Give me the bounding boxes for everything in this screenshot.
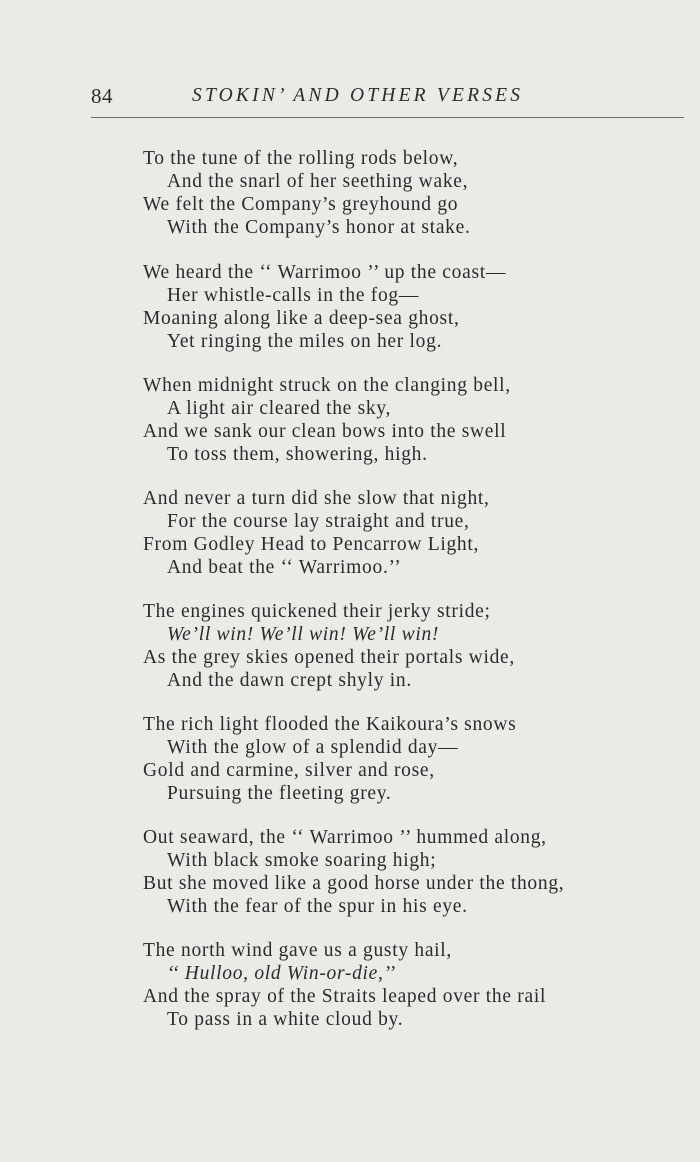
stanza-7 bbox=[143, 826, 683, 918]
stanza-2 bbox=[143, 261, 683, 353]
verse-line: We’ll win! We’ll win! We’ll win! bbox=[167, 624, 440, 645]
stanza-6 bbox=[143, 713, 683, 805]
verse-line: The rich light flooded the Kaikoura’s snows bbox=[143, 714, 517, 735]
verse-line: And beat the ‘‘ Warrimoo.’’ bbox=[167, 557, 402, 578]
verse-line: With the fear of the spur in his eye. bbox=[167, 896, 468, 917]
verse-line: From Godley Head to Pencarrow Light, bbox=[143, 534, 480, 555]
verse-line: We felt the Company’s greyhound go bbox=[143, 194, 459, 215]
page-number: 84 bbox=[91, 84, 113, 108]
verse-line: Pursuing the fleeting grey. bbox=[167, 783, 392, 804]
verse-line: And the snarl of her seething wake, bbox=[167, 171, 469, 192]
verse-line: Gold and carmine, silver and rose, bbox=[143, 760, 435, 781]
verse-line: With the Company’s honor at stake. bbox=[167, 217, 471, 238]
running-head: STOKIN’ AND OTHER VERSES bbox=[192, 85, 524, 106]
verse-line: ‘‘ Hulloo, old Win-or-die,’’ bbox=[167, 963, 396, 984]
verse-line: With the glow of a splendid day— bbox=[167, 737, 459, 758]
verse-line: We heard the ‘‘ Warrimoo ’’ up the coast— bbox=[143, 262, 507, 283]
verse-line: When midnight struck on the clanging bell, bbox=[143, 375, 511, 396]
verse-line: A light air cleared the sky, bbox=[167, 398, 392, 419]
verse-line: Her whistle-calls in the fog— bbox=[167, 285, 420, 306]
verse-line: Out seaward, the ‘‘ Warrimoo ’’ hummed along, bbox=[143, 827, 547, 848]
verse-line: As the grey skies opened their portals wide, bbox=[143, 647, 515, 668]
verse-line: To toss them, showering, high. bbox=[167, 444, 428, 465]
verse-line: The north wind gave us a gusty hail, bbox=[143, 940, 452, 961]
verse-line: The engines quickened their jerky stride; bbox=[143, 601, 491, 622]
header-rule bbox=[91, 117, 684, 118]
stanza-8 bbox=[143, 939, 683, 1031]
stanza-1 bbox=[143, 147, 683, 239]
verse-line: And never a turn did she slow that night, bbox=[143, 488, 490, 509]
verse-line: To the tune of the rolling rods below, bbox=[143, 148, 459, 169]
verse-line: And the dawn crept shyly in. bbox=[167, 670, 412, 691]
verse-line: And we sank our clean bows into the swell bbox=[143, 421, 507, 442]
stanza-5 bbox=[143, 600, 683, 692]
stanza-4 bbox=[143, 487, 683, 579]
verse-line: With black smoke soaring high; bbox=[167, 850, 437, 871]
verse-line: To pass in a white cloud by. bbox=[167, 1009, 404, 1030]
stanza-3 bbox=[143, 374, 683, 466]
verse-line: Moaning along like a deep-sea ghost, bbox=[143, 308, 460, 329]
verse-line: For the course lay straight and true, bbox=[167, 511, 470, 532]
verse-line: Yet ringing the miles on her log. bbox=[167, 331, 443, 352]
verse-line: But she moved like a good horse under the thong, bbox=[143, 873, 565, 894]
verse-line: And the spray of the Straits leaped over the rail bbox=[143, 986, 547, 1007]
